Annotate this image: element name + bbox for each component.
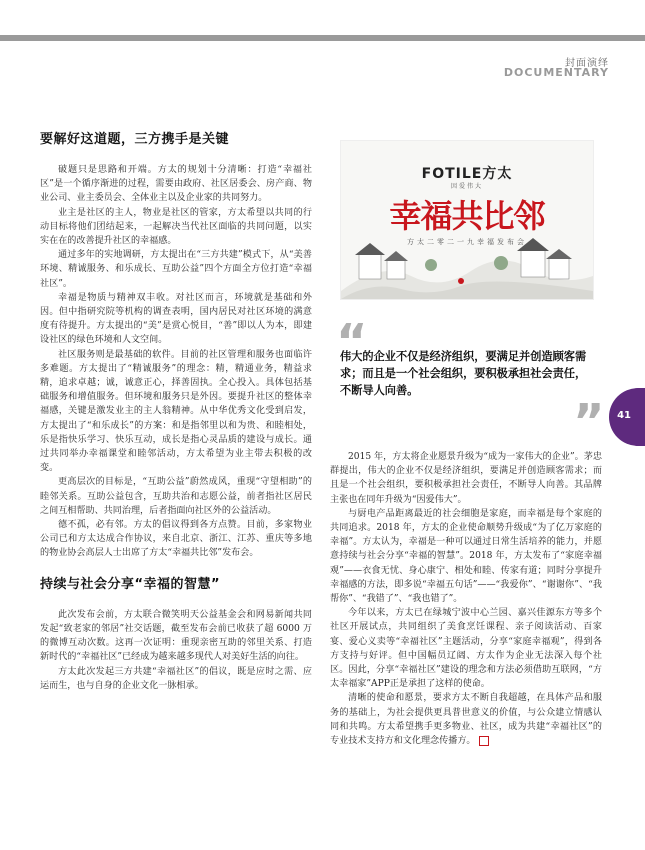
close-quote-icon: ” — [573, 394, 605, 450]
body-paragraph: 破题只是思路和开端。方太的规划十分清晰：打造“幸福社区”是一个循序渐进的过程，需要由政府、社区居委会、房产商、物业公司、业主委员会、全体业主以及企业家的共同努力。 — [40, 165, 312, 204]
section-heading-1: 要解好这道题，三方携手是关键 — [40, 132, 230, 147]
body-paragraph: 更高层次的目标是，“互助公益”蔚然成风，重现“守望相助”的睦邻关系。互助公益包含，互助共治和志愿公益，前者指社区居民之间互相帮助、共同治理，后者指面向社区外的公益活动。 — [40, 477, 312, 516]
section-label-en: DOCUMENTARY — [503, 66, 609, 79]
body-paragraph: 德不孤，必有邻。方太的倡议得到各方点赞。目前，多家物业公司已和方太达成合作协议，来自北京、浙江、江苏、重庆等多地的物业协会高层人士出席了方太“幸福共比邻”发布会。 — [40, 520, 312, 559]
section-label-cn: 封面演绎 — [565, 58, 609, 69]
left-column — [40, 128, 312, 693]
body-paragraph: 今年以来，方太已在绿城宁波中心兰园、嘉兴佳源东方等多个社区开展试点，共同组织了美食烹饪课程、亲子阅读活动、百家宴、爱心义卖等“幸福社区”主题活动，分享“家庭幸福观”，得到各方支持与好评。但中国幅员辽阔、方太作为企业无法深入每个社区。因此，分享“幸福社区”建设的理念和方法必须借助互联网，“方太幸福家”APP正是承担了这样的使命。 — [330, 608, 602, 690]
pull-quote: 伟大的企业不仅是经济组织，要满足并创造顾客需求；而且是一个社会组织，要积极承担社会责任，不断导人向善。 — [340, 350, 587, 397]
body-paragraph: 2015 年，方太将企业愿景升级为“成为一家伟大的企业”。茅忠群提出，伟大的企业不仅是经济组织，要满足并创造顾客需求；而且是一个社会组织，要积极承担社会责任，不断导人向善。其品牌主张也在同年升级为“因爱伟大”。 — [330, 452, 602, 505]
body-paragraph: 社区服务则是最基础的软件。目前的社区管理和服务也面临许多难题。方太提出了“精诚服务”的理念：精，精通业务，精益求精，追求卓越；诚，诚意正心，择善固执。全心投入。具体包括基础服务和增值服务。但环境和服务只是外因。要提升社区的整体幸福感，关键是激发业主的主人翁精神。从中华优秀文化受到启发，方太提出了“和乐成长”的方案：和是指邻里以和为贵、和睦相处，乐是指快乐学习、快乐互动，成长是指心灵品质的建设与成长。通过共同举办幸福课堂和睦邻活动，方太希望为业主带去积极的改变。 — [40, 349, 312, 474]
banner-caption: 方太二零二一九幸福发布会 — [407, 238, 527, 246]
closing-paragraph-text: 清晰的使命和愿景，要求方太不断自我超越，在具体产品和服务的基础上，为社会提供更具普世意义的价值，与公众建立情感认同和共鸣。方太希望携手更多物业、社区，成为共建“幸福社区”的专业技术支持方和文化理念传播方。 — [330, 693, 602, 747]
body-paragraph: 通过多年的实地调研，方太提出在“三方共建”模式下，从“美善环境、精诚服务、和乐成长、互助公益”四个方面全方位打造“幸福社区”。 — [40, 250, 312, 289]
body-paragraph: 幸福是物质与精神双丰收。对社区而言，环境就是基础和外因。但中指研究院等机构的调查表明，国内居民对社区环境的满意度有待提升。方太提出的“美”是赏心悦目，“善”即以人为本，即建设社区的绿色环境和人文空间。 — [40, 292, 312, 346]
body-paragraph: 与厨电产品距离最近的社会细胞是家庭，而幸福是每个家庭的共同追求。2018 年，方太的企业使命顺势升级成“为了亿万家庭的幸福”。方太认为，幸福是一种可以通过日常生活培养的能力，并愿意持续与社会分享“幸福的智慧”。2018 年，方太发布了“家庭幸福观”——衣食无忧、身心康宁、相处和睦、传家有道；同时分享提升幸福感的方法，即多说“幸福五句话”——“我爱你”、“谢谢你”、“我帮你”、“我错了”、“我也错了”。 — [330, 508, 602, 605]
brand-logo: FOTILE方太 — [421, 166, 513, 182]
body-paragraph: 此次发布会前，方太联合微笑明天公益基金会和网易新闻共同发起“致老家的邻居”社交话题，截至发布会前已收获了超 6000 万的微博互动次数。这再一次证明：重现亲密互助的邻里关系、打造新时代的“幸福社区”已经成为越来越多现代人对美好生活的向往。 — [40, 609, 312, 663]
end-mark-icon — [479, 736, 489, 746]
section-heading-2: 持续与社会分享“幸福的智慧” — [40, 576, 221, 592]
event-banner-image — [340, 140, 594, 300]
banner-title: 幸福共比邻 — [389, 197, 545, 235]
body-paragraph: 方太此次发起三方共建“幸福社区”的倡议，既是应时之需、应运而生，也与自身的企业文化一脉相承。 — [40, 666, 312, 691]
open-quote-icon: “ — [336, 314, 368, 370]
page-number: 41 — [617, 410, 631, 421]
right-column — [330, 450, 602, 748]
body-paragraph — [330, 691, 602, 748]
body-paragraph: 业主是社区的主人，物业是社区的管家，方太希望以共同的行动目标将他们团结起来，一起解决当代社区面临的共同问题，以实实在在的改善提升社区的幸福感。 — [40, 207, 312, 247]
top-rule — [0, 35, 645, 41]
brand-slogan: 因爱伟大 — [450, 183, 483, 190]
